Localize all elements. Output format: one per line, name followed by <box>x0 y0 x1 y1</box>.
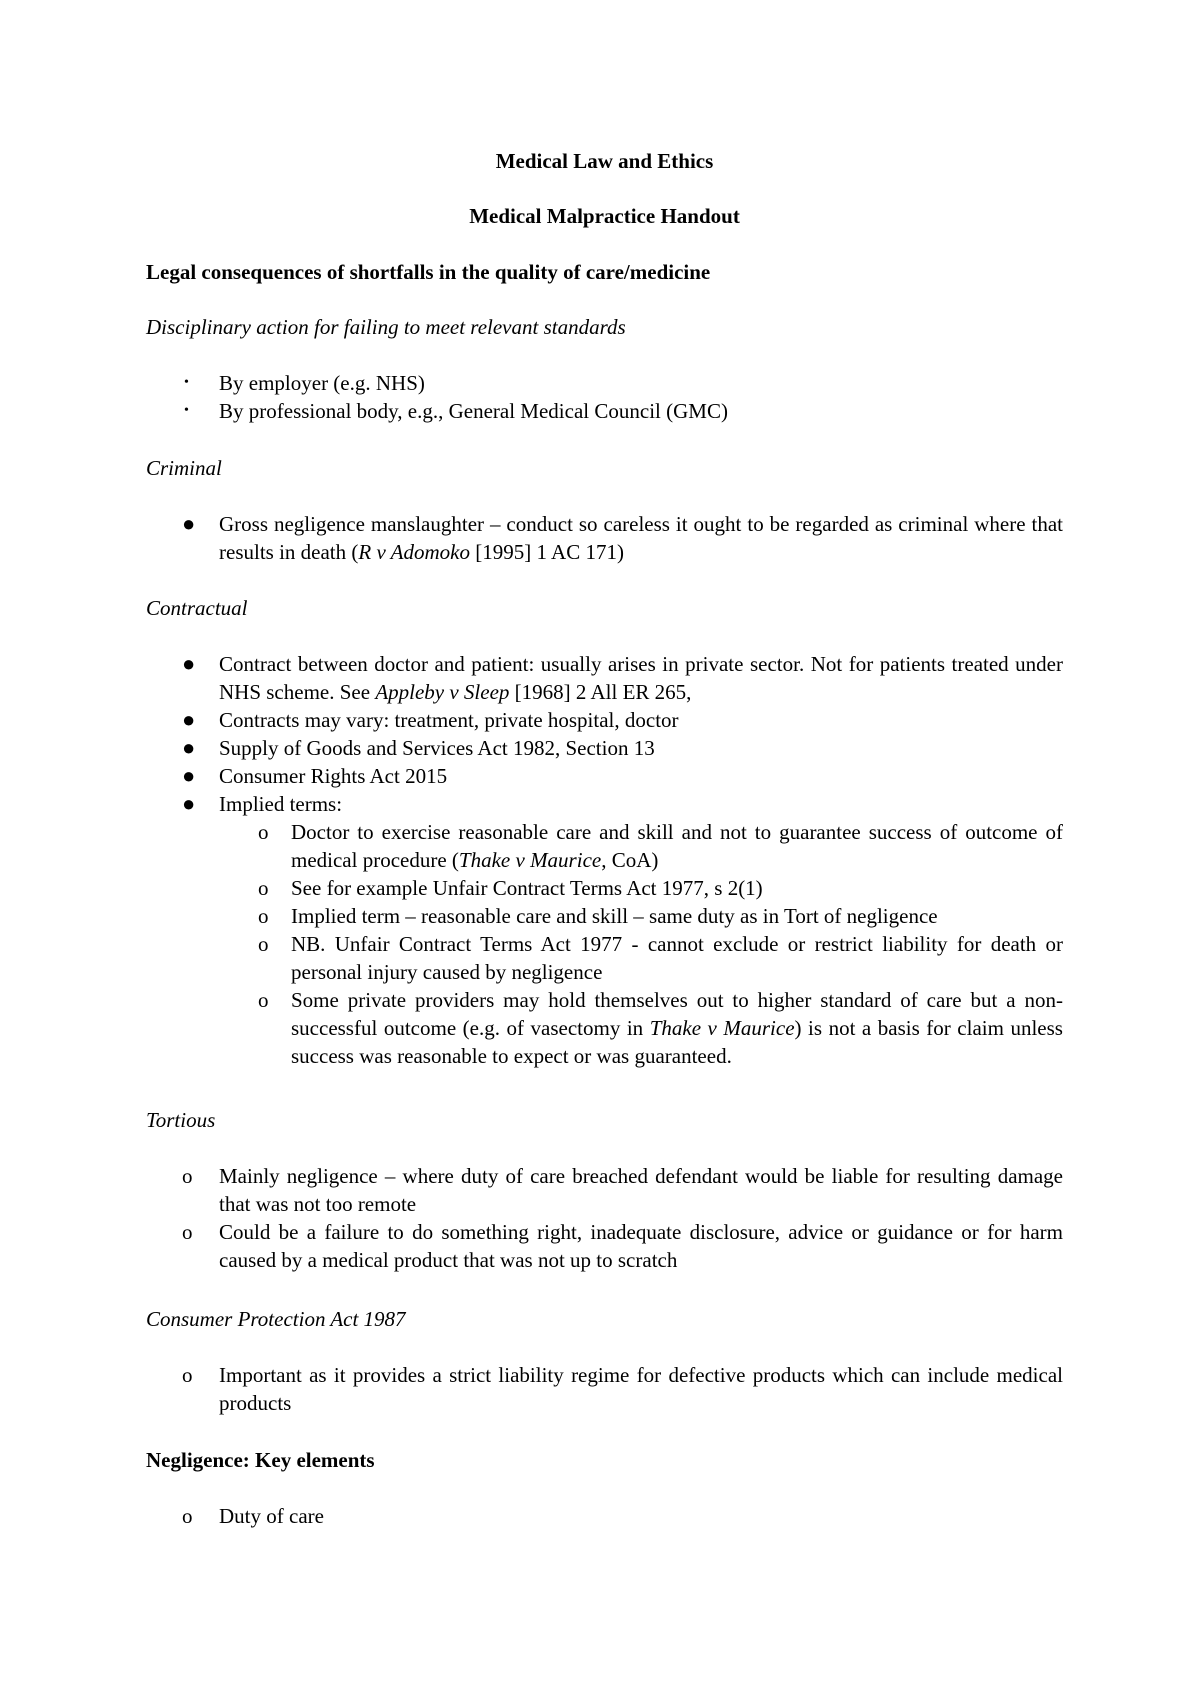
list-item: ● Supply of Goods and Services Act 1982, Section 13 <box>182 735 655 760</box>
list-item: o See for example Unfair Contract Terms Act 1977, s 2(1) <box>258 876 763 900</box>
list-item: ● Consumer Rights Act 2015 <box>182 763 448 788</box>
contractual-list <box>146 650 1063 818</box>
cpa-list <box>146 1361 1063 1417</box>
circle-bullet-icon: o <box>182 1164 193 1188</box>
bullet-icon: ● <box>182 735 196 760</box>
subheading-disciplinary: Disciplinary action for failing to meet relevant standards <box>146 315 626 339</box>
list-item: o Duty of care <box>182 1504 324 1528</box>
list-item: • By employer (e.g. NHS) <box>184 371 425 395</box>
subheading-tortious: Tortious <box>146 1108 216 1132</box>
disciplinary-list <box>146 369 1063 425</box>
subheading-consumer-protection: Consumer Protection Act 1987 <box>146 1307 406 1331</box>
list-item: ● Implied terms: <box>182 791 343 816</box>
list-item: o Doctor to exercise reasonable care and skill and not to guarantee success of outcome of medical procedure (Thake v Maurice, CoA) <box>258 820 1063 872</box>
list-item: o Some private providers may hold themselves out to higher standard of care but a non-successful outcome (e.g. of vasectomy in Thake v Maurice) is not a basis for claim unless success was reasonable to expect or was guaranteed. <box>258 988 1063 1068</box>
circle-bullet-icon: o <box>258 904 269 928</box>
tortious-list <box>146 1162 1063 1274</box>
subheading-contractual: Contractual <box>146 596 248 620</box>
list-item: o Mainly negligence – where duty of care breached defendant would be liable for resulting damage that was not too remote <box>182 1164 1063 1216</box>
bullet-icon: ● <box>182 511 196 536</box>
circle-bullet-icon: o <box>258 932 269 956</box>
bullet-icon: ● <box>182 763 196 788</box>
list-item: o Implied term – reasonable care and skill – same duty as in Tort of negligence <box>258 904 938 928</box>
negligence-list <box>146 1502 1063 1530</box>
bullet-icon: ● <box>182 707 196 732</box>
bullet-icon: • <box>184 403 189 418</box>
list-item: o NB. Unfair Contract Terms Act 1977 - cannot exclude or restrict liability for death or personal injury caused by negligence <box>258 932 1063 984</box>
list-item: o Important as it provides a strict liability regime for defective products which can include medical products <box>182 1363 1063 1415</box>
bullet-icon: ● <box>182 651 196 676</box>
circle-bullet-icon: o <box>258 988 269 1012</box>
list-item: ● Contracts may vary: treatment, private hospital, doctor <box>182 707 679 732</box>
implied-terms-sublist <box>146 818 1063 1070</box>
circle-bullet-icon: o <box>258 876 269 900</box>
list-item: • By professional body, e.g., General Medical Council (GMC) <box>184 399 728 423</box>
bullet-icon: • <box>184 375 189 390</box>
document-subtitle: Medical Malpractice Handout <box>469 204 740 228</box>
circle-bullet-icon: o <box>258 820 269 844</box>
section-heading-negligence: Negligence: Key elements <box>146 1448 375 1472</box>
criminal-list <box>146 510 1063 566</box>
circle-bullet-icon: o <box>182 1220 193 1244</box>
section-heading-legal-consequences: Legal consequences of shortfalls in the quality of care/medicine <box>146 260 711 284</box>
circle-bullet-icon: o <box>182 1504 193 1528</box>
list-item: ● Contract between doctor and patient: usually arises in private sector. Not for patients treated under NHS scheme. See Appleby v Sleep [1968] 2 All ER 265, <box>182 651 1063 704</box>
circle-bullet-icon: o <box>182 1363 193 1387</box>
bullet-icon: ● <box>182 791 196 816</box>
list-item: o Could be a failure to do something right, inadequate disclosure, advice or guidance or for harm caused by a medical product that was not up to scratch <box>182 1220 1063 1272</box>
document-title: Medical Law and Ethics <box>495 149 714 173</box>
subheading-criminal: Criminal <box>146 456 222 480</box>
list-item: ● Gross negligence manslaughter – conduct so careless it ought to be regarded as criminal where that results in death (R v Adomoko [1995] 1 AC 171) <box>182 511 1063 564</box>
